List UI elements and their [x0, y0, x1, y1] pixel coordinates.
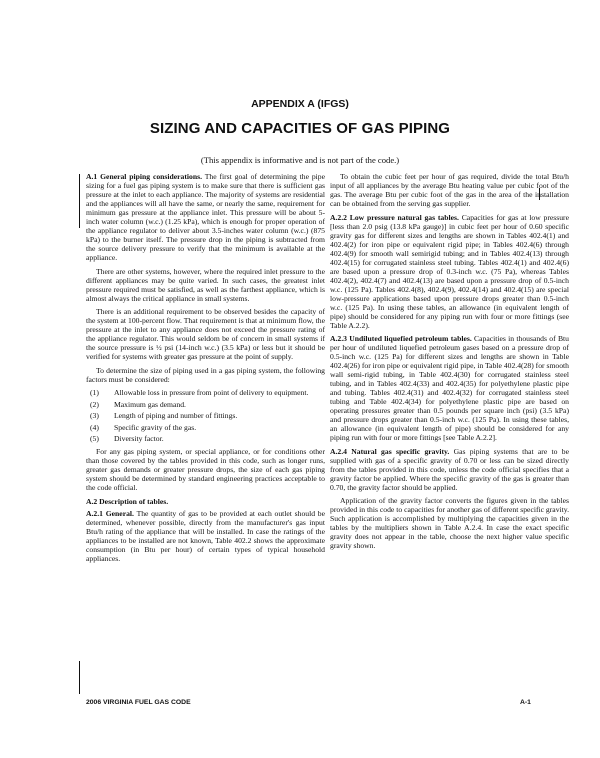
list-item	[86, 388, 325, 397]
factor-text: Length of piping and number of fittings.	[114, 411, 238, 421]
factor-text: Maximum gas demand.	[114, 399, 186, 409]
page-title: SIZING AND CAPACITIES OF GAS PIPING	[149, 120, 451, 137]
paragraph-a1-5: For any gas piping system, or special appliance, or for conditions other than those covered by the tables provided in this code, such as longer runs, greater gas demands or greater pressure drops, the size of each gas piping system should be determined by standard engineering practices acceptable to the code official.	[86, 447, 325, 493]
change-bar-left-top	[79, 174, 80, 228]
heading-a23: A.2.3 Undiluted liquefied petroleum tables.	[330, 334, 472, 344]
heading-a24: A.2.4 Natural gas specific gravity.	[330, 446, 450, 456]
change-bar-left-bottom	[79, 661, 80, 694]
paragraph-a22	[330, 213, 569, 330]
list-item	[86, 400, 325, 409]
factor-text: Specific gravity of the gas.	[114, 422, 197, 432]
paragraph-a21	[86, 509, 325, 563]
footer-page-number: A-1	[520, 699, 531, 706]
heading-a21: A.2.1 General.	[86, 508, 134, 518]
list-item	[86, 434, 325, 443]
factor-text: Allowable loss in pressure from point of delivery to equipment.	[114, 388, 309, 398]
list-item	[86, 411, 325, 420]
factor-number: (5)	[90, 434, 99, 444]
paragraph-a1-4: To determine the size of piping used in a gas piping system, the following factors must be considered:	[86, 365, 325, 384]
a1-text: The first goal of determining the pipe sizing for a fuel gas piping system is to make sure that there is sufficient gas pressure at the inlet to each appliance. The majority of systems are residential and the appliances will all have the same, or nearly the same, requirement for minimum gas pressure at the appliance inlet. This pressure will be about 5-inch water column (w.c.) (1.25 kPa), which is enough for proper operation of the appliance regulator to deliver about 3.5-inches water column (w.c.) (875 kPa) to the burner itself. The pressure drop in the piping is subtracted from the source delivery pressure to verify that the minimum is available at the appliance.	[86, 172, 325, 262]
paragraph-gravity-factor: Application of the gravity factor converts the figures given in the tables provided in this code to capacities for another gas of different specific gravity. Such application is accomplished by multiplying the capacities given in the tables by the multipliers shown in Table A.2.4. In case the exact specific gravity does not appear in the table, choose the next higher value specific gravity shown.	[330, 496, 569, 551]
paragraph-a1	[86, 172, 325, 262]
left-column	[86, 172, 325, 568]
factor-number: (1)	[90, 388, 99, 398]
factor-number: (3)	[90, 411, 99, 421]
right-column	[330, 172, 569, 555]
a22-text: Capacities for gas at low pressure [less than 2.0 psig (13.8 kPa gauge)] in cubic feet per hour of 0.60 specific gravity gas for different sizes and lengths are shown in Tables 402.4(1) and 402.4(2) for iron pipe or equivalent rigid pipe; in Tables 402.4(6) through 402.4(9) for smooth wall semirigid tubing; and in Tables 402.4(13) through 402.4(15) for corrugated stainless steel tubing. Tables 402.4(1) and 402.4(6) are based upon a pressure drop of 0.3-inch w.c. (75 Pa), whereas Tables 402.4(2), 402.4(7) and 402.4(13) are based upon a pressure drop of 0.5-inch w.c. (125 Pa). Tables 402.4(8), 402.4(9), 402.4(14) and 402.4(15) are special low-pressure applications based upon pressure drops greater than 0.5-inch w.c. (125 Pa). In using these tables, an allowance (in equivalent length of pipe) should be considered for any piping run with four or more fittings (see Table A.2.2).	[330, 212, 569, 330]
heading-a2: A.2 Description of tables.	[86, 496, 169, 506]
paragraph-a23	[330, 334, 569, 442]
appendix-label: APPENDIX A (IFGS)	[251, 98, 349, 110]
heading-a1: A.1 General piping considerations.	[86, 172, 202, 181]
informative-note: (This appendix is informative and is not part of the code.)	[200, 155, 400, 165]
paragraph-a24	[330, 447, 569, 492]
factors-list	[86, 388, 325, 443]
paragraph-cubic-feet: To obtain the cubic feet per hour of gas required, divide the total Btu/h input of all appliances by the average Btu heating value per cubic foot of the gas. The average Btu per cubic foot of the gas in the area of the installation can be obtained from the serving gas supplier.	[330, 172, 569, 208]
paragraph-a1-3: There is an additional requirement to be observed besides the capacity of the system at 100-percent flow. That requirement is that at minimum flow, the pressure at the inlet to any appliance does not exceed the pressure rating of the appliance regulator. This would seldom be of concern in small systems if the source pressure is ½ psi (14-inch w.c.) (3.5 kPa) or less but it should be verified for systems with greater gas pressure at the point of supply.	[86, 307, 325, 362]
a23-text: Capacities in thousands of Btu per hour of undiluted liquefied petroleum gases based on a pressure drop of 0.5-inch w.c. (125 Pa) for different sizes and lengths are shown in Table 402.4(26) for iron pipe or equivalent rigid pipe, in Table 402.4(28) for smooth wall semi-rigid tubing, in Table 402.4(30) for corrugated stainless steel tubing, and in Tables 402.4(33) and 402.4(35) for polyethylene plastic pipe and tubing. Tables 402.4(31) and 402.4(32) for corrugated stainless steel tubing and Table 402.4(34) for polyethylene plastic pipe are based on operating pressures greater than 0.5 pounds per square inch (psi) (3.5 kPa) and pressure drops greater than 0.5-inch w.c. (125 Pa). In using these tables, an allowance (in equivalent length of pipe) should be considered for any piping run with four or more fittings [see Table A.2.2].	[330, 334, 569, 443]
factor-text: Diversity factor.	[114, 434, 164, 444]
a21-text: The quantity of gas to be provided at each outlet should be determined, whenever possible, directly from the manufacturer's gas input Btu/h rating of the appliance that will be installed. In case the ratings of the appliances to be installed are not known, Table 402.2 shows the approximate consumption (in Btu per hour) of certain types of typical household appliances.	[86, 508, 326, 563]
paragraph-a1-2: There are other systems, however, where the required inlet pressure to the different appliances may be quite varied. In such cases, the greatest inlet pressure required must be satisfied, as well as the farthest appliance, which is almost always the critical appliance in small systems.	[86, 266, 325, 303]
heading-a22: A.2.2 Low pressure natural gas tables.	[330, 212, 459, 222]
a24-text: Gas piping systems that are to be supplied with gas of a specific gravity of 0.70 or less can be sized directly from the tables provided in this code, unless the code official specifies that a gravity factor be applied. Where the specific gravity of the gas is greater than 0.70, the gravity factor should be applied.	[330, 446, 569, 492]
footer-code-title: 2006 VIRGINIA FUEL GAS CODE	[86, 699, 191, 706]
factor-number: (2)	[90, 399, 99, 409]
factor-number: (4)	[90, 422, 99, 432]
list-item	[86, 423, 325, 432]
